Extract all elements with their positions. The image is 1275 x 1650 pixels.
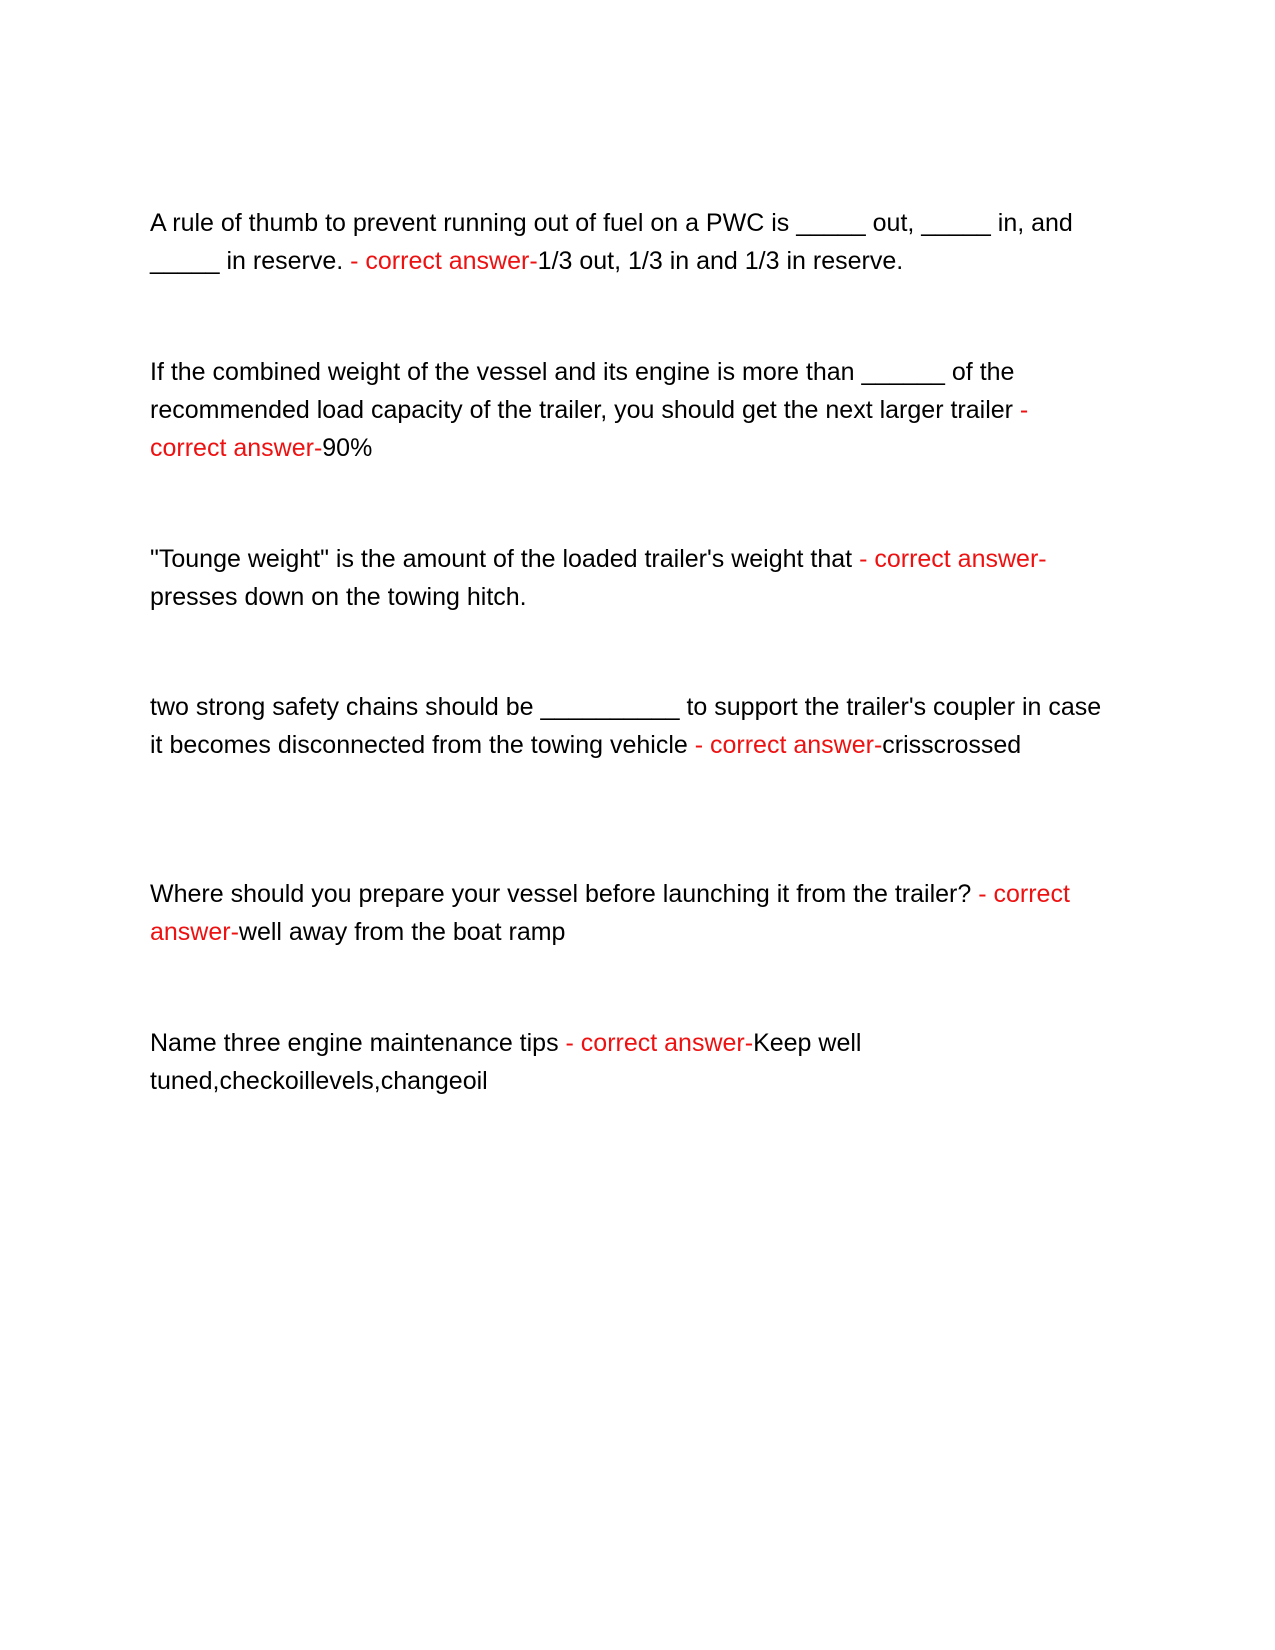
answer: crisscrossed: [882, 731, 1022, 759]
question: two strong safety chains should be __________ to support the trailer's coupler in case it becomes disconnected from the towing vehicle: [150, 693, 1102, 759]
answer: Keep well tuned,checkoillevels,changeoil: [150, 1029, 862, 1095]
qa-item: [150, 875, 1110, 951]
qa-item: [150, 353, 1110, 467]
answer: well away from the boat ramp: [238, 918, 566, 946]
qa-item: [150, 540, 1110, 616]
answer: 1/3 out, 1/3 in and 1/3 in reserve.: [537, 247, 904, 275]
answer: 90%: [322, 434, 373, 462]
qa-item: [150, 688, 1110, 764]
question: "Tounge weight" is the amount of the loaded trailer's weight that: [150, 545, 860, 573]
answer-label: - correct answer-: [150, 396, 1029, 462]
question: If the combined weight of the vessel and its engine is more than ______ of the recommended load capacity of the trailer, you should get the next larger trailer: [150, 358, 1020, 424]
qa-item: [150, 1024, 930, 1100]
question: A rule of thumb to prevent running out of fuel on a PWC is _____ out, _____ in, and _____ in reserve.: [150, 209, 1073, 275]
answer-label: - correct answer-: [694, 731, 883, 759]
answer: presses down on the towing hitch.: [150, 583, 527, 611]
question: Where should you prepare your vessel before launching it from the trailer?: [150, 880, 979, 908]
answer-label: - correct answer-: [565, 1029, 754, 1057]
question: Name three engine maintenance tips: [150, 1029, 566, 1057]
qa-item: [150, 204, 1110, 280]
answer-label: - correct answer-: [859, 545, 1047, 573]
answer-label: - correct answer-: [350, 247, 538, 275]
answer-label: - correct answer-: [150, 880, 1070, 946]
